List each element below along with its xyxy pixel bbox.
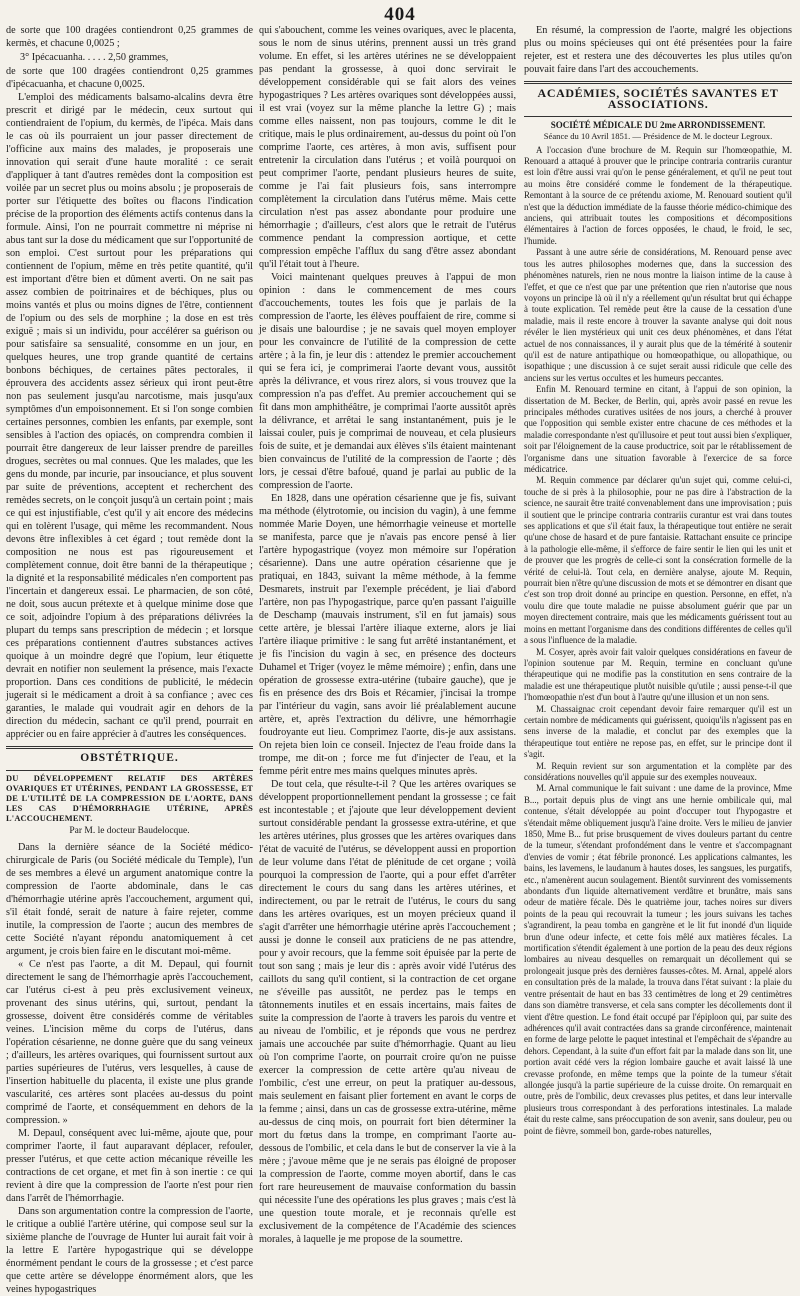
column-left [6, 24, 253, 1296]
paragraph: M. Chassaignac croit cependant devoir faire remarquer qu'il est un certain nombre de médicaments qui guérissent, quoiqu'ils n'agissent pas en sens inverse de la maladie, et conclut par des exemples que la thérapeutique tout entière ne repose pas, en effet, sur le principe dont il s'agit. [524, 703, 792, 760]
section-divider [524, 81, 792, 84]
paragraph: Enfin M. Renouard termine en citant, à l'appui de son opinion, la dissertation de M. Becker, de Berlin, qui, après avoir passé en revue les principales méthodes curatives usitées de nos jours, a cherché à prouver que l'opposition qui semble exister entre chacune de ces méthodes et la maladie correspondante n'est qu'illusoire et peut tout aussi bien s'expliquer, soit par l'éloignement de la cause productrice, soit par le rétablissement de l'organisme dans une situation favorable à l'exercice de sa force médicatrice. [524, 384, 792, 474]
paragraph: En résumé, la compression de l'aorte, malgré les objections plus ou moins spécieuses qui ont été présentées pour la faire rejeter, est et restera une des découvertes les plus utiles qu'on pouvait faire dans l'art des accouchements. [524, 25, 792, 75]
section-title-academies: ACADÉMIES, SOCIÉTÉS SAVANTES ET ASSOCIATIONS. [537, 86, 779, 112]
society-name: SOCIÉTÉ MÉDICALE DU 2me ARRONDISSEMENT. [550, 119, 766, 130]
paragraph: M. Arnal communique le fait suivant : une dame de la province, Mme B..., portait depuis plus de vingt ans une hernie ombilicale qui, mal contenue, s'était développée au point d'occuper tout l'hypogastre et s'étendait même obliquement jusqu'à l'aine droite. Vers le milieu de janvier 1850, Mme B... fut prise brusquement de vives douleurs partant du centre de la tumeur, s'étendant profondément dans le ventre et s'accompagnant d'envies de vomir ; état fébrile prononcé. Les applications calmantes, les bains, les lavemens, le laudanum à hautes doses, les sangsues, les purgatifs, etc., n'amenèrent aucun soulagement. Bientôt survinrent des vomissements abondants d'un liquide alternativement verdâtre et brunâtre, mais sans odeur de matière fécale. Dès le quatrième jour, taches noires sur divers points de la peau qui recouvrait la tumeur ; les jours suivans les taches s'agrandirent, la peau tomba en gangrène et le lit fut inondé d'un liquide brun d'une odeur infecte, et cette fois mêlé aux matières fécales. La mortification s'étendit également à une portion de la peau des deux régions lombaires au niveau desquelles on remarquait un décollement qui se prolongeait jusque près des dernières fausses-côtes. M. Arnal, appelé alors en consultation près de la malade, la trouva dans l'état suivant : la plaie du ventre présentait de haut en bas 33 centimètres de long et 29 centimètres dans son diamètre transverse, et cela sans compter les décollements dont il vient d'être question. Le fond était occupé par l'épiploon qui, par suite des adhérences qu'il avait contractées dans sa grande circonférence, maintenait en forme de large pelotte le paquet intestinal et l'empêchait de s'épandre au dehors. Cependant, à la suite d'un effort fait par la malade dans son lit, une portion avait cédé vers la région lombaire gauche et avait laissé là une crevasse profonde, en même temps que la pointe de la tumeur s'était allongée jusqu'à la partie supérieure de la cuisse droite. On remarquait en outre, près de l'ombilic, deux crevasses plus petites, et dans leur intervalle plusieurs trous correspondant à des perforations intestinales. La malade était du reste calme, sans préoccupation de son avenir, sans douleur, peu ou point de fièvre, sommeil bon, garde-robes naturelles, [524, 783, 793, 1136]
paragraph: Dans la dernière séance de la Société médico-chirurgicale de Paris (ou Société médicale du Temple), l'un de ses membres a élevé un argument anatomique contre la compression de l'aorte abdominale, dans le cas d'hémorrhagie utérine après l'accouchement, argument qui, s'il était fondé, serait de nature à faire rejeter, comme inutile, la compression de l'aorte ; aucun des membres de cette Société n'ayant répondu anatomiquement à cet argument, je crois bien faire en le discutant moi-même. [6, 842, 253, 957]
article-byline: Par M. le docteur Baudelocque. [69, 826, 190, 836]
paragraph: De tout cela, que résulte-t-il ? Que les artères ovariques se développent proportionnellement pendant la grossesse ; ce fait est incontestable ; et j'ajoute que leur développement devient surtout considérable pendant la grossesse extra-utérine, et que les artères utérines, plus grosses que les artères ovariques dans l'état de vacuité de l'utérus, se développent aussi en proportion de leur volume dans l'état de plénitude de cet organe ; voilà pourquoi la compression de l'aorte, qui a pour effet d'arrêter directement le cours du sang dans les artères utérines, et indirectement, ou par le retrait de l'utérus, le cours du sang dans les artères ovariques, est un moyen précieux quand il s'agit d'arrêter une hémorrhagie utérine après l'accouchement ; aussi je donne le conseil aux praticiens de ne pas attendre, pour y avoir recours, que la femme soit épuisée par la perte de tout son sang ; mais je leur dis : après avoir vidé l'utérus des caillots du sang qu'il contient, si la contraction de cet organe ne s'éveille pas aussitôt, ne perdez pas le temps en tâtonnements inutiles et en essais incertains, mais faites de suite la compression de l'aorte à travers les parois du ventre et au niveau de l'ombilic, et je réponds que vous ne perdrez jamais une accouchée par suite d'hémorrhagie. Quant au lieu où l'on comprime l'aorte, on pourrait croire qu'on ne puisse exercer la compression de cette artère qu'au niveau de l'ombilic, c'est une erreur, on peut la pratiquer au-dessous, mais seulement en faisant plier fortement en avant le corps de la femme ; ainsi, dans un cas de grossesse extra-utérine, même au-dessus de cinq mois, on pourrait fort bien déterminer la mort du fœtus dans la trompe, en comprimant l'aorte au-dessous de l'ombilic, et cela dans le but de conserver la vie à la mère ; j'avoue même que je ne serais pas éloigné de proposer la compression de l'aorte, comme moyen abortif, dans le cas fort rare heureusement de mauvaise conformation du bassin qui nécessite l'une des opérations les plus graves ; mais c'est là une question toute morale, et je reconnais qu'elle est exclusivement de la compétence de l'Académie des sciences morales, à laquelle je me propose de la soumettre. [259, 779, 516, 1245]
title-rule [6, 770, 253, 771]
paragraph: M. Depaul, conséquent avec lui-même, ajoute que, pour comprimer l'aorte, il faut auparavant déplacer, refouler, presser l'utérus, et que cette action mécanique réveille les contractions de cet organe, et met fin à son inertie : ce qui revient à dire que la compression de l'aorte n'est pour rien dans l'arrêt de l'hémorrhagie. [6, 1128, 253, 1204]
paragraph: M. Requin commence par déclarer qu'un sujet qui, comme celui-ci, touche de si près à la philosophie, pour ne pas dire à l'abstraction de la science, ne saurait être traité convenablement dans une improvisation ; puis il soutient que le principe contraria contrariis curantur est vrai dans toutes ses applications et que s'il était faux, la thérapeutique tout entière ne serait qu'une chose de hasard et de pure fantaisie. Rattachant ensuite ce principe à la pathologie elle-même, il s'efforce de faire sentir le lien qui les unit et de prouver que les progrès de celle-ci sont la consécration formelle de la vérité de celui-là. Tout cela, en dernière analyse, ajoute M. Requin, pourrait bien n'être qu'une discussion de mots et se démontrer en disant que c'est son trop droit donné au principe en question. Personne, en effet, n'a voulu dire que toute maladie ne puisse absolument guérir que par un moyen directement contraire, mais que les médicaments guérissent tout au moins en mettant l'organisme dans des conditions différentes de celles qu'il a sous l'influence de la maladie. [524, 475, 792, 646]
paragraph: M. Requin revient sur son argumentation et la complète par des considérations nouvelles qu'il appuie sur des exemples nouveaux. [524, 760, 792, 782]
formula-line: 3° Ipécacuanha. . . . . 2,50 grammes, [20, 52, 169, 63]
article-headline: DU DÉVELOPPEMENT RELATIF DES ARTÈRES OVARIQUES ET UTÉRINES, PENDANT LA GROSSESSE, ET DE L'UTILITÉ DE LA COMPRESSION DE L'AORTE, DANS LES CAS D'HÉMORRHAGIE UTÉRINE, APRÈS L'ACCOUCHEMENT. [6, 774, 253, 823]
paragraph: A l'occasion d'une brochure de M. Requin sur l'homœopathie, M. Renouard a attaqué à prouver que le principe contraria contrariis curantur est loin d'être aussi vrai qu'on le pense généralement, et qu'il ne peut tout au moins être considéré comme le fondement de la thérapeutique. Remontant à la source de ce prétendu axiome, M. Renouard soutient qu'il n'est que la déduction immédiate de la fausse théorie médico-chimique des anciens, qui attribuait toutes les compositions et décompositions élémentaires à l'action de forces opposées, le chaud, le froid, le sec, l'humide. [524, 144, 792, 246]
column-right [524, 24, 792, 1137]
formula-line: de sorte que 100 dragées contiendront 0,25 grammes d'ipécacuanha, et chacune 0,0025. [6, 66, 253, 90]
paragraph: L'emploi des médicaments balsamo-alcalins devra être prescrit et dirigé par le médecin, ceux surtout qui contiendraient de l'opium, du kermès, de l'ipéca. Mais dans le cas où ils pourraient un jour passer directement de l'officine aux mains des malades, je proposerais une innovation qui serait d'une haute moralité : ce serait d'appliquer à tant d'autres remèdes dont la composition est voilée par un secret plus ou moins absolu ; je proposerais de porter sur l'étiquette des boîtes ou flacons l'indication précise de la proportion des éléments actifs contenus dans la formule. Ainsi, l'on ne pourrait commettre ni méprise ni abus tant sur la dose du médicament que sur l'opportunité de son emploi. C'est surtout pour les préparations qui contiennent de l'opium, même en très petite quantité, qu'il est important d'être bien et dûment averti. On ne sait pas assez combien de poitrinaires et de béchiques, plus ou moins vantés et plus ou moins dignes de l'être, contiennent de l'opium ou des sels de morphine ; la dose en est très exiguë ; mais si un individu, pour accélérer sa guérison ou pour satisfaire sa sensualité, consomme en un jour, en quelques heures, une trop grande quantité de certains bonbons béchiques, de certaines pâtes pectorales, il éprouvera des accidents assez sérieux qui iront peut-être non pas seulement jusqu'au narcotisme, mais jusqu'aux symptômes d'un empoisonnement. Et si l'on songe combien certaines personnes, combien les enfants, par exemple, sont sensibles à l'action des opiacés, on comprendra combien il pourrait être dangereux de leur laisser prendre de pareilles drogues, secrètes ou mal connues. Que les malades, que les gens du monde, par incurie, par insouciance, et plus souvent par suite de préventions, acceptent et recherchent des remèdes secrets, on le conçoit jusqu'à un certain point ; mais ce qui est injustifiable, c'est qu'il y ait encore des médecins qui en tolèrent l'usage, qui même les recommandent. Nous devons être inflexibles à cet égard ; tout remède dont la composition ne nous est pas rigoureusement et complètement connue, doit être banni de la thérapeutique ; la dignité et la responsabilité médicales n'en comportent pas l'incertain et dangereux essai. Le pharmacien, de son côté, ne doit, sous aucun prétexte et à quelque minime dose que ce soit, adjoindre l'opium à des préparations délivrées la plupart du temps sans prescription de médecin ; et lorsque ces préparations contiennent d'autres substances actives quoique à un moindre degré que l'opium, leur étiquette devrait en notifier non seulement la présence, mais l'exacte proportion. Dans ces conditions de publicité, le médecin jugerait si le médicament a droit à sa confiance ; avec ces garanties, le malade qui voudrait agir en dehors de la direction du médecin, sachant ce qu'il prend, pourrait en apprécier ou en faire apprécier à d'autres les conséquences. [6, 92, 253, 740]
paragraph: Passant à une autre série de considérations, M. Renouard pense avec tous les autres philosophes modernes que, dans la succession des phénomènes naturels, rien ne nous montre la liaison intime de la cause à l'effet, et que ce n'est que par une prétention que rien n'autorise que nous voyons un principe là où il n'y a réellement qu'un résultat brut qui échappe à toute explication. Tel remède peut être la cause de la cessation d'une maladie, mais il reste encore à trouver la savante analyse qui doit nous révéler le lien mystérieux qui unit ces deux phénomènes, et dans l'état actuel de nos connaissances, il y aurait plus que de la témérité à soutenir qu'il est de nature antipathique ou homœopathique, ou allopathique, ou isopathique ; une discussion à ce sujet serait aussi ridicule que celle des anciens sur les vertus occultes et les humeurs peccantes. [524, 247, 792, 383]
section-title-obstetrique: OBSTÉTRIQUE. [80, 752, 179, 764]
section-divider [6, 746, 253, 749]
paragraph: Voici maintenant quelques preuves à l'appui de mon opinion : dans le commencement de mes cours d'accouchements, toutes les fois que je parlais de la compression de l'aorte, les élèves pouffaient de rire, comme si je disais une balourdise ; je ne savais quel moyen employer pour les convaincre de l'utilité de la compression de cette artère ; à la fin, je leur dis : attendez le premier accouchement qui se fera ici, je comprimerai l'aorte devant vous, aussitôt après la délivrance, et vous rirez alors, si vous trouvez que la compression n'a pas d'effet. Au premier accouchement qui se fit dans mon amphithéâtre, je comprimai l'aorte aussitôt après la délivrance, et arrêtai le sang instantanément, puis je le laissai couler, puis je comprimai de nouveau, et cela plusieurs fois de suite, et je demandai aux élèves s'ils étaient maintenant bien convaincus de l'utilité de la compression de l'aorte ; dès lors, je cessai d'être bafoué, quand je parlai au public de la compression de l'aorte. [259, 272, 516, 491]
paragraph: Dans son argumentation contre la compression de l'aorte, le critique a oublié l'artère utérine, qui compose seul sur la sixième planche de l'ouvrage de Hunter lui aurait fait voir à la lettre E l'artère hypogastrique qui se développe énormément pendant le cours de la grossesse ; et c'est parce que cette artère se développe énormément alors, que les veines hypogastriques [6, 1206, 253, 1295]
formula-line: de sorte que 100 dragées contiendront 0,25 grammes de kermès, et chacune 0,0025 ; [6, 25, 253, 49]
paragraph: En 1828, dans une opération césarienne que je fis, suivant ma méthode (élytrotomie, ou incision du vagin), à une femme nommée Marie Doyen, une hémorrhagie veineuse et mortelle se manifesta, parce que je n'avais pas encore pensé à lier l'artère hypogastrique (voyez mon mémoire sur l'opération césarienne). Dans une autre opération césarienne que je pratiquai, en 1843, suivant la même méthode, à la femme Desmarets, instruit par l'exemple précédent, je liai d'abord l'artère, non pas l'hypogastrique, parce qu'en passant l'aiguille de Deschamp (mauvais instrument, s'il en fut jamais) sous cette artère, je blessai l'artère iliaque externe, alors je liai l'artère iliaque primitive : le sang fut arrêté instantanément, et je fis l'incision du vagin à sec, en présence des docteurs Duhamel et Triger (voyez le même mémoire) ; enfin, dans une opération de grossesse extra-utérine (tubaire gauche), que je fis en présence des drs Bois et Récamier, j'incisai la trompe par l'intérieur du vagin, sans avoir lié préalablement aucune artère, et, après l'extraction du délivre, une hémorrhagie foudroyante eut lieu. Comprimez l'aorte, dis-je aux assistans. On rejeta bien loin ce conseil. Injectez de l'eau froide dans la trompe, me dit-on ; force me fut d'injecter de l'eau, et la femme périt entre mes mains quelques minutes après. [259, 493, 516, 777]
session-date: Séance du 10 Avril 1851. — Présidence de M. le docteur Legroux. [543, 131, 773, 142]
column-middle [259, 24, 516, 1246]
paragraph: « Ce n'est pas l'aorte, a dit M. Depaul, qui fournit directement le sang de l'hémorrhagie après l'accouchement, car l'utérus ci-est à peu près exclusivement veineux, provenant des sinus utérins, qui, surtout, pendant la grossesse, doivent être considérés comme de véritables veines. L'incision même du corps de l'utérus, dans l'opération césarienne, ne donne guère que du sang veineux ; d'ailleurs, les artères ovariques, qui fournissent surtout aux parties supérieures de l'utérus, vers lesquelles, à cause de l'insertion habituelle du placenta, il existe une plus grande vascularité, ces artères sont placées au-dessus du point comprimé de l'aorte, et conséquemment en dehors de la compression. » [6, 959, 253, 1126]
paragraph: qui s'abouchent, comme les veines ovariques, avec le placenta, sous le nom de sinus utérins, prennent aussi un très grand volume. En effet, si les artères utérines ne se développaient pas pendant la grossesse, à quoi donc servirait le développement considérable qui se fait alors des veines hypogastriques ? Les artères ovariques sont développées aussi, il est vrai (voyez sur la même planche la lettre G) ; mais comme elles naissent, non pas toujours, comme le dit le critique, mais le plus ordinairement, au-dessus du point où l'on comprime l'aorte, ces artères, à mon avis, suffisent pour entretenir la circulation dans l'utérus ; et voilà pourquoi on peut comprimer l'aorte, pendant plusieurs heures de suite, comme je l'ai fait plusieurs fois, sans interrompre complètement la circulation dans l'utérus même. Mais cette circulation n'est pas assez abondante pour produire une hémorrhagie ; d'ailleurs, c'est alors que le retrait de l'utérus commence pendant la compression aortique, et cette compression empêche l'afflux du sang d'être assez abondant qu'il l'était tout à l'heure. [259, 25, 516, 270]
paragraph: M. Cosyer, après avoir fait valoir quelques considérations en faveur de l'opinion soutenue par M. Requin, termine en concluant qu'une thérapeutique qui ne modifie pas la constitution en sens contraire de la maladie est une thérapeutique plutôt nuisible qu'utile ; aussi pense-t-il que l'homœopathie n'est d'un bout à l'autre qu'une illusion et un non sens. [524, 646, 792, 703]
title-rule [524, 116, 792, 117]
page-number: 404 [384, 4, 416, 25]
